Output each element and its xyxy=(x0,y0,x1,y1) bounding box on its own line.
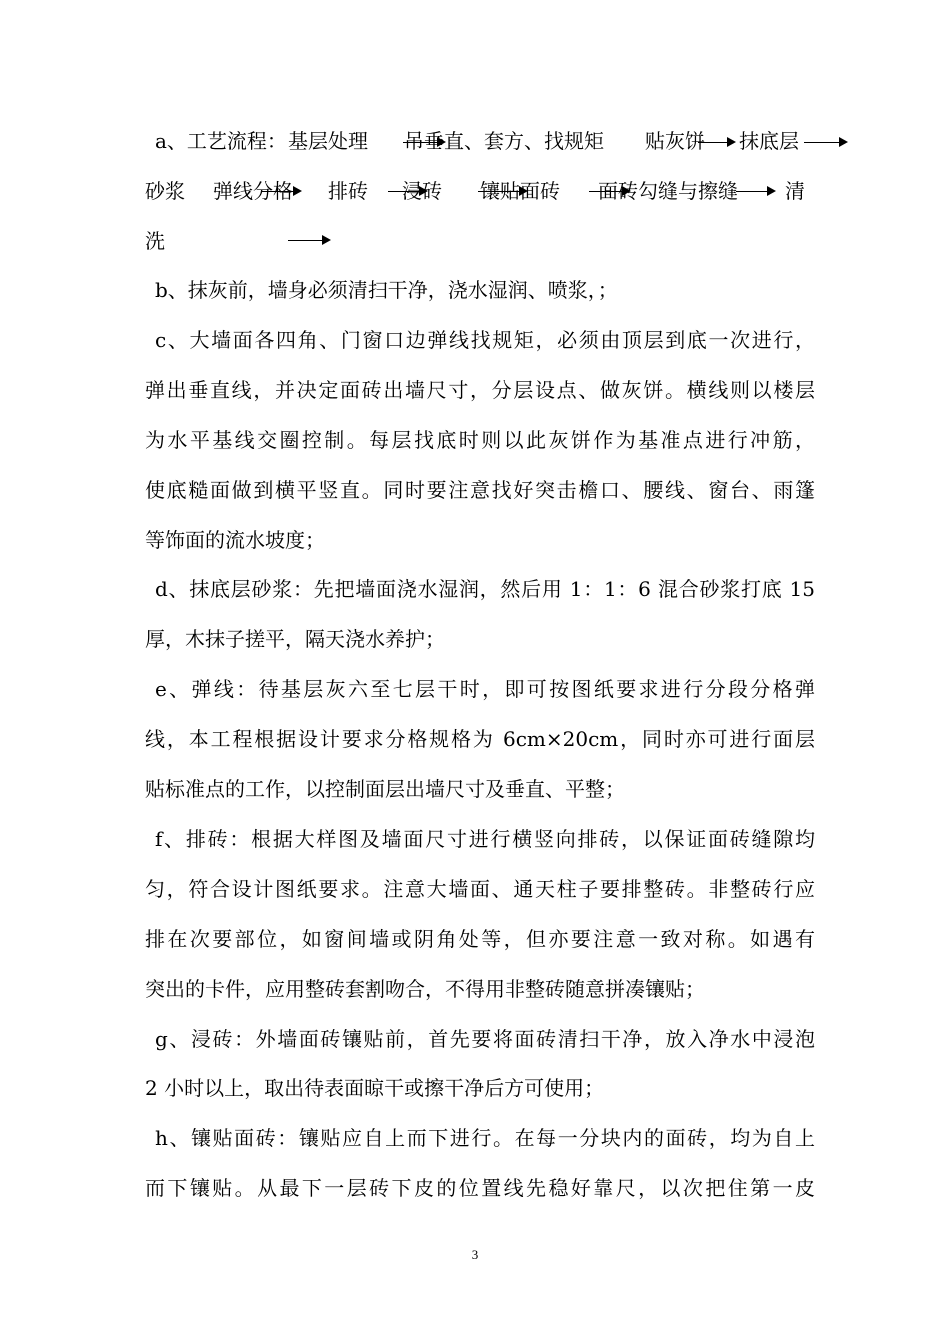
process-flow-line-3 xyxy=(145,227,815,255)
flow-step: 贴灰饼 xyxy=(645,129,705,153)
flow-arrow-icon xyxy=(403,142,444,143)
paragraph-c-line: 为水平基线交圈控制。每层找底时则以此灰饼作为基准点进行冲筋， xyxy=(145,428,815,452)
paragraph-c-line: 弹出垂直线，并决定面砖出墙尺寸，分层设点、做灰饼。横线则以楼层 xyxy=(145,378,815,402)
flow-arrow-icon xyxy=(288,240,329,241)
flow-step: 洗 xyxy=(145,229,165,253)
paragraph-e-line: 贴标准点的工作，以控制面层出墙尺寸及垂直、平整； xyxy=(145,777,625,801)
flow-step: 清 xyxy=(785,179,805,203)
paragraph-c-line: 等饰面的流水坡度； xyxy=(145,528,325,552)
flow-prefix: a、工艺流程： xyxy=(155,129,287,153)
flow-step: 抹底层 xyxy=(739,129,799,153)
process-flow-line-1 xyxy=(145,127,815,155)
paragraph-f-line: f、排砖：根据大样图及墙面尺寸进行横竖向排砖，以保证面砖缝隙均 xyxy=(155,827,815,851)
flow-step: 镶贴面砖 xyxy=(480,179,560,203)
paragraph-g-line: g、浸砖：外墙面砖镶贴前，首先要将面砖清扫干净，放入净水中浸泡 xyxy=(155,1027,815,1051)
paragraph-d-line: 厚，木抹子搓平，隔天浇水养护； xyxy=(145,627,445,651)
paragraph-e-line: e、弹线：待基层灰六至七层干时，即可按图纸要求进行分段分格弹 xyxy=(155,677,815,701)
flow-arrow-icon xyxy=(589,191,629,192)
flow-step: 浸砖 xyxy=(402,179,442,203)
paragraph-c-line: c、大墙面各四角、门窗口边弹线找规矩，必须由顶层到底一次进行， xyxy=(155,328,815,352)
page-number: 3 xyxy=(471,1247,479,1262)
flow-arrow-icon xyxy=(736,191,774,192)
paragraph-f-line: 匀，符合设计图纸要求。注意大墙面、通天柱子要排整砖。非整砖行应 xyxy=(145,877,815,901)
flow-step: 排砖 xyxy=(328,179,368,203)
flow-step: 面砖勾缝与擦缝 xyxy=(598,179,738,203)
flow-arrow-icon xyxy=(478,191,526,192)
flow-arrow-icon xyxy=(698,142,734,143)
paragraph-c-line: 使底糙面做到横平竖直。同时要注意找好突击檐口、腰线、窗台、雨篷 xyxy=(145,478,815,502)
flow-step: 弹线分格 xyxy=(213,179,293,203)
flow-step: 砂浆 xyxy=(145,179,185,203)
paragraph-d-line: d、抹底层砂浆：先把墙面浇水湿润，然后用 1：1：6 混合砂浆打底 15 xyxy=(155,577,815,601)
paragraph-h-line: 而下镶贴。从最下一层砖下皮的位置线先稳好靠尺，以次把住第一皮 xyxy=(145,1176,815,1200)
paragraph-f-line: 突出的卡件，应用整砖套割吻合，不得用非整砖随意拼凑镶贴； xyxy=(145,977,705,1001)
flow-step: 吊垂直、套方、找规矩 xyxy=(404,129,604,153)
flow-arrow-icon xyxy=(388,191,426,192)
paragraph-f-line: 排在次要部位，如窗间墙或阴角处等，但亦要注意一致对称。如遇有 xyxy=(145,927,815,951)
paragraph-b: b、抹灰前，墙身必须清扫干净，浇水湿润、喷浆，； xyxy=(155,278,618,302)
flow-arrow-icon xyxy=(804,142,846,143)
flow-arrow-icon xyxy=(262,191,300,192)
flow-step: 基层处理 xyxy=(288,129,368,153)
paragraph-h-line: h、镶贴面砖：镶贴应自上而下进行。在每一分块内的面砖，均为自上 xyxy=(155,1126,815,1150)
paragraph-e-line: 线，本工程根据设计要求分格规格为 6cm×20cm，同时亦可进行面层 xyxy=(145,727,815,751)
paragraph-g-line: 2 小时以上，取出待表面晾干或擦干净后方可使用； xyxy=(145,1076,605,1100)
